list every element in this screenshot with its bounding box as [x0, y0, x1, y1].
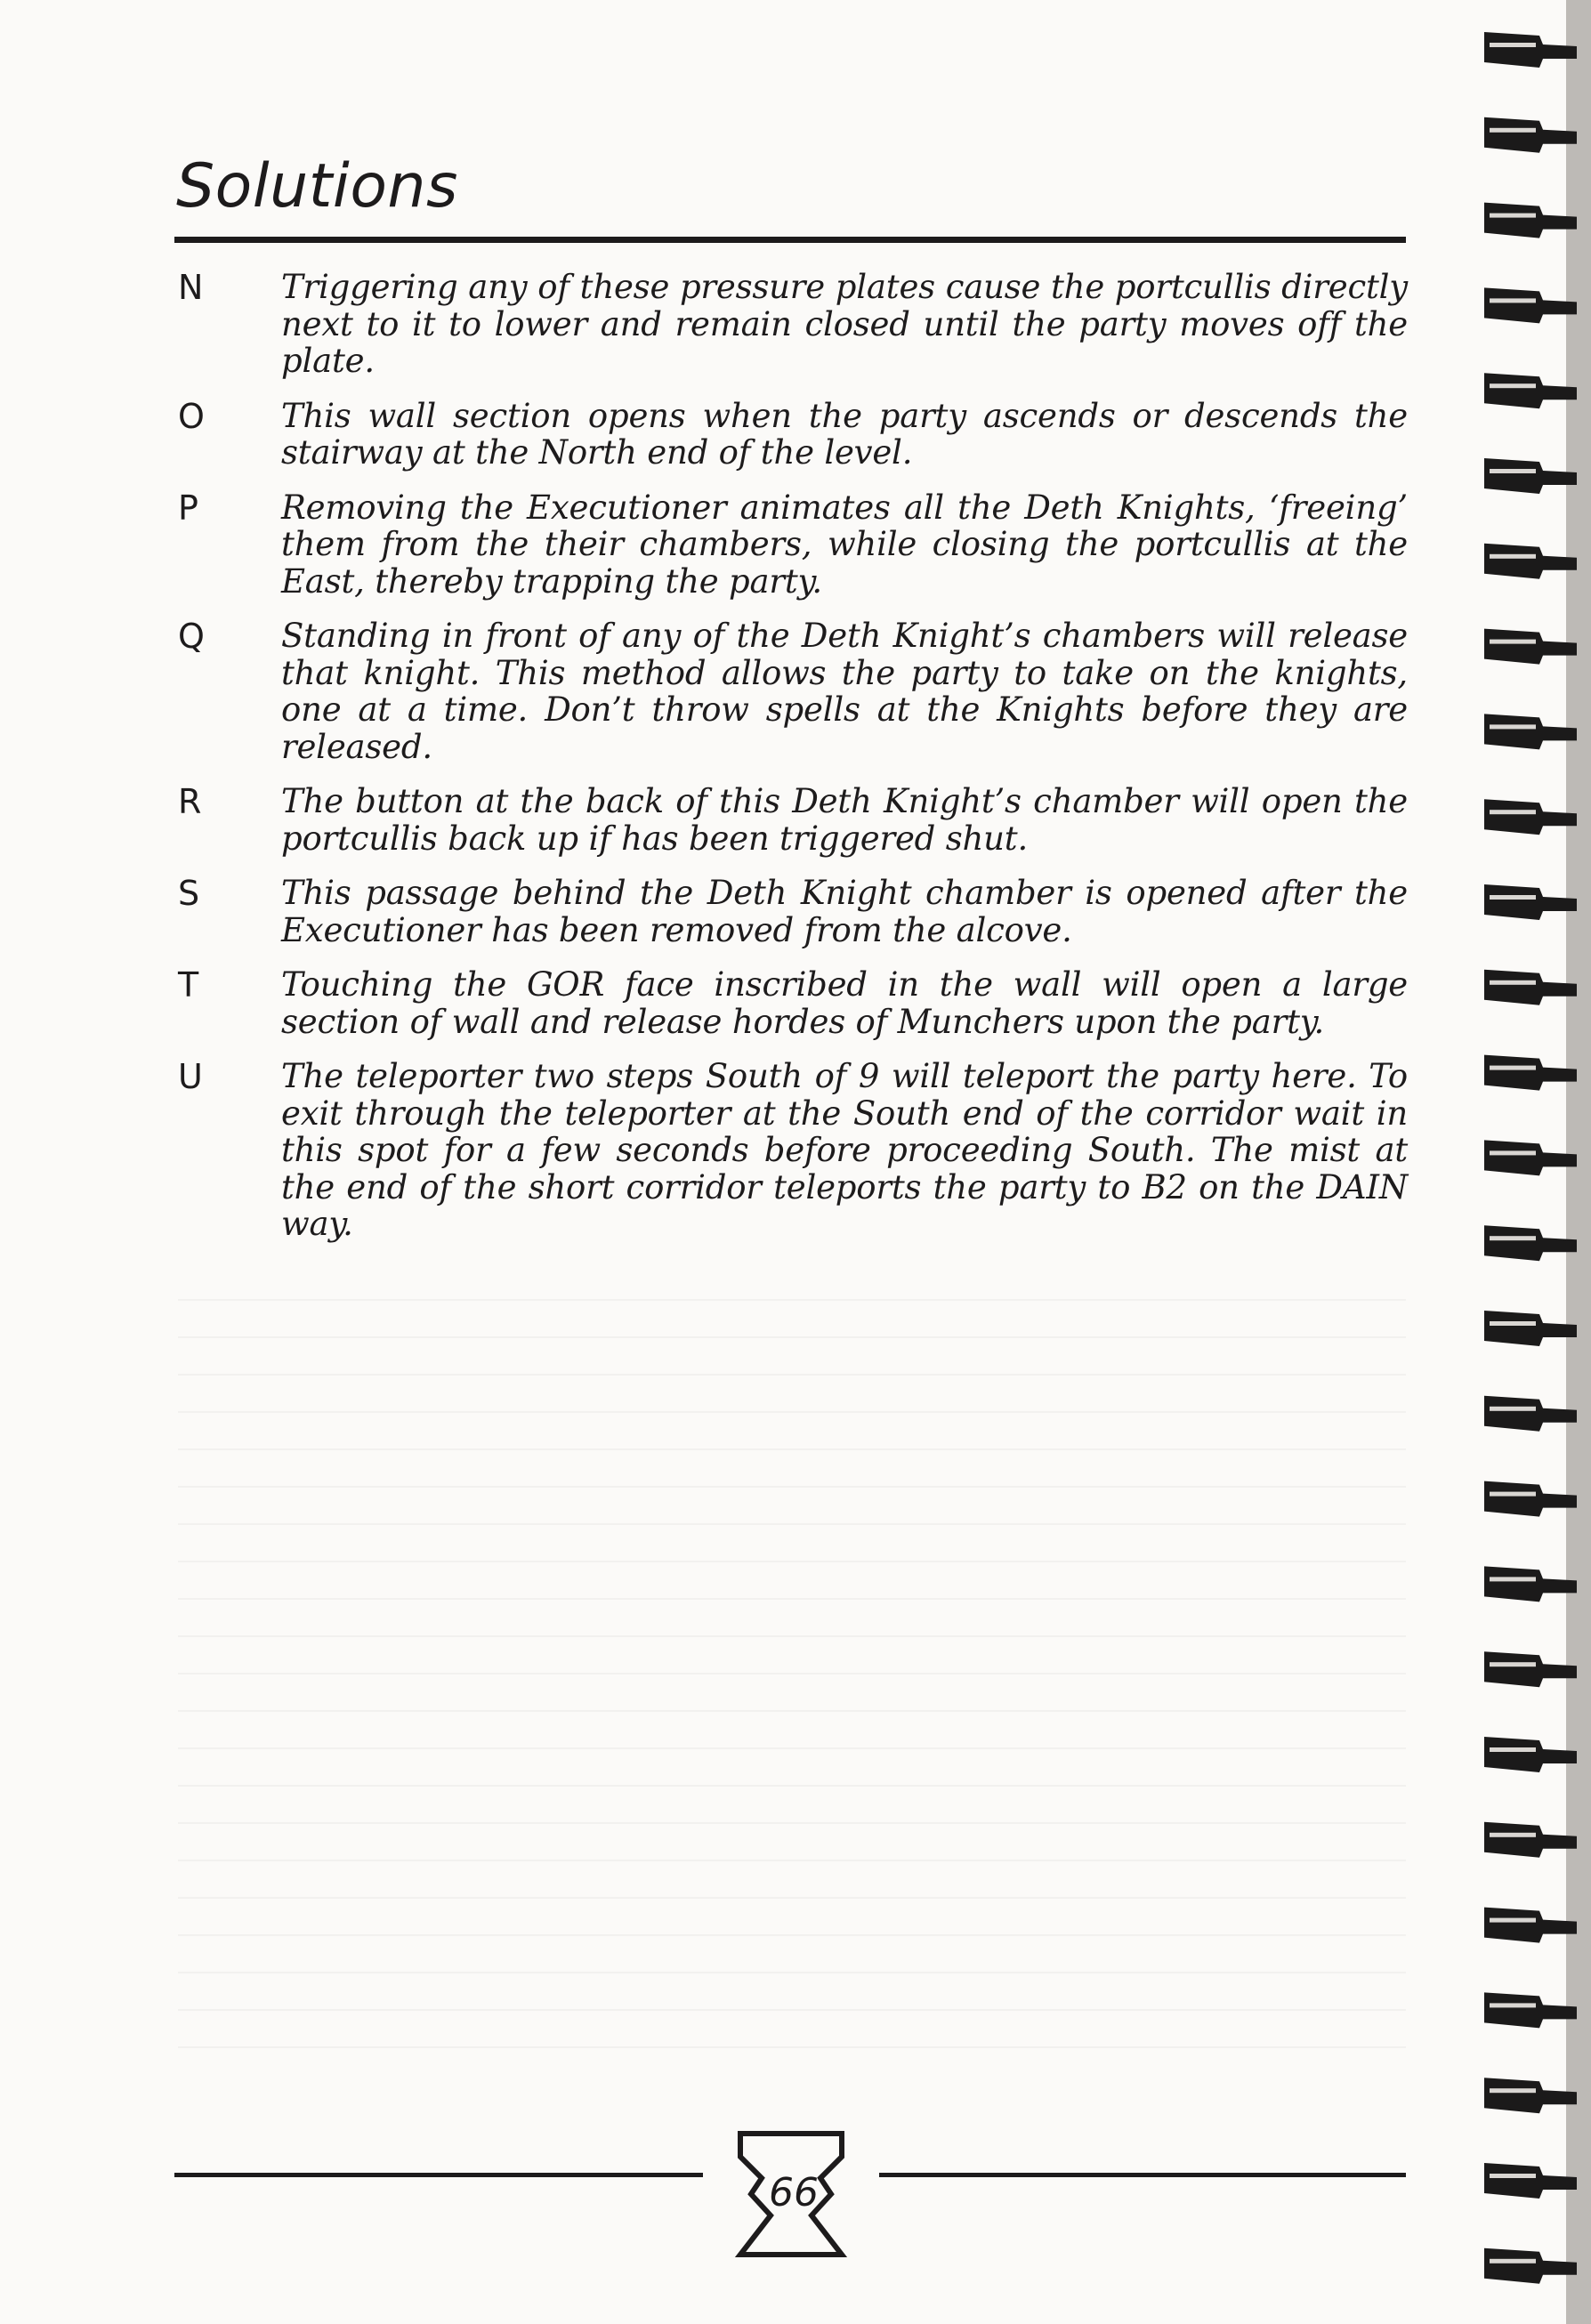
entry-text: Touching the GOR face inscribed in the wall will open a large section of wall and release hordes of Munchers upon the party. — [281, 965, 1408, 1041]
footer-rule-left — [174, 2173, 703, 2177]
binding-coil — [1484, 1992, 1577, 2028]
solution-entry — [174, 398, 1411, 472]
binding-coil — [1484, 32, 1577, 68]
binding-coil — [1484, 1566, 1577, 1602]
entry-text: The button at the back of this Deth Knight’s chamber will open the portcullis back up if has been triggered shut. — [281, 782, 1408, 858]
page-number: 66 — [769, 2170, 819, 2215]
solution-entry — [174, 269, 1411, 380]
binding-coil — [1484, 1481, 1577, 1517]
entry-text: Triggering any of these pressure plates cause the portcullis directly next to it to lower and remain closed until the party moves off the plate. — [281, 268, 1408, 380]
show-through-texture — [178, 1263, 1406, 2064]
solution-entry — [174, 489, 1411, 601]
binding-coil — [1484, 1651, 1577, 1687]
binding-coil — [1484, 287, 1577, 323]
entry-letter: U — [178, 1057, 203, 1096]
entry-letter: R — [178, 782, 202, 821]
entry-text: Standing in front of any of the Deth Knight’s chambers will release that knight. This method allows the party to take on the knights, one at a time. Don’t throw spells at the Knights before they are released. — [281, 617, 1408, 766]
binding-coil — [1484, 1908, 1577, 1943]
binding-coil — [1484, 1140, 1577, 1175]
binding-coil — [1484, 1822, 1577, 1858]
entry-text: This wall section opens when the party ascends or descends the stairway at the North end of the level. — [281, 396, 1408, 472]
solution-entry — [174, 1058, 1411, 1243]
solution-entry — [174, 966, 1411, 1040]
solutions-list — [174, 269, 1411, 1261]
binding-coil — [1484, 544, 1577, 579]
binding-coil — [1484, 2078, 1577, 2113]
binding-coil — [1484, 714, 1577, 749]
binding-coil — [1484, 629, 1577, 665]
binding-coil — [1484, 203, 1577, 238]
entry-text: The teleporter two steps South of 9 will teleport the party here. To exit through the teleporter at the South end of the corridor wait in this spot for a few seconds before proceeding South. The mist at the end of the short corridor teleports the party to B2 on the DAIN way. — [281, 1057, 1408, 1243]
entry-text: This passage behind the Deth Knight chamber is opened after the Executioner has been removed from the alcove. — [281, 874, 1408, 949]
binding-coil — [1484, 2163, 1577, 2199]
entry-letter: O — [178, 396, 205, 436]
binding-coil — [1484, 117, 1577, 153]
solution-entry — [174, 783, 1411, 857]
entry-letter: P — [178, 488, 198, 528]
entry-letter: T — [178, 965, 199, 1005]
entry-letter: N — [178, 268, 204, 307]
binding-coil — [1484, 1737, 1577, 1772]
solution-entry — [174, 875, 1411, 948]
entry-letter: S — [178, 874, 200, 913]
footer-rule-right — [879, 2173, 1406, 2177]
binding-coil — [1484, 970, 1577, 1005]
page-heading: Solutions — [176, 151, 458, 222]
entry-letter: Q — [178, 617, 205, 656]
binding-coil — [1484, 2248, 1577, 2284]
binding-coil — [1484, 1055, 1577, 1091]
solution-entry — [174, 617, 1411, 765]
entry-text: Removing the Executioner animates all the Deth Knights, ‘freeing’ them from the their chambers, while closing the portcullis at the East, thereby trapping the party. — [281, 488, 1408, 601]
binding-coil — [1484, 373, 1577, 408]
binding-coil — [1484, 1311, 1577, 1346]
binding-coil — [1484, 799, 1577, 835]
spiral-binding-icon — [1477, 0, 1591, 2324]
binding-coil — [1484, 884, 1577, 920]
binding-coil — [1484, 458, 1577, 494]
binding-coil — [1484, 1225, 1577, 1261]
binding-coil — [1484, 1396, 1577, 1432]
heading-rule — [174, 237, 1406, 243]
